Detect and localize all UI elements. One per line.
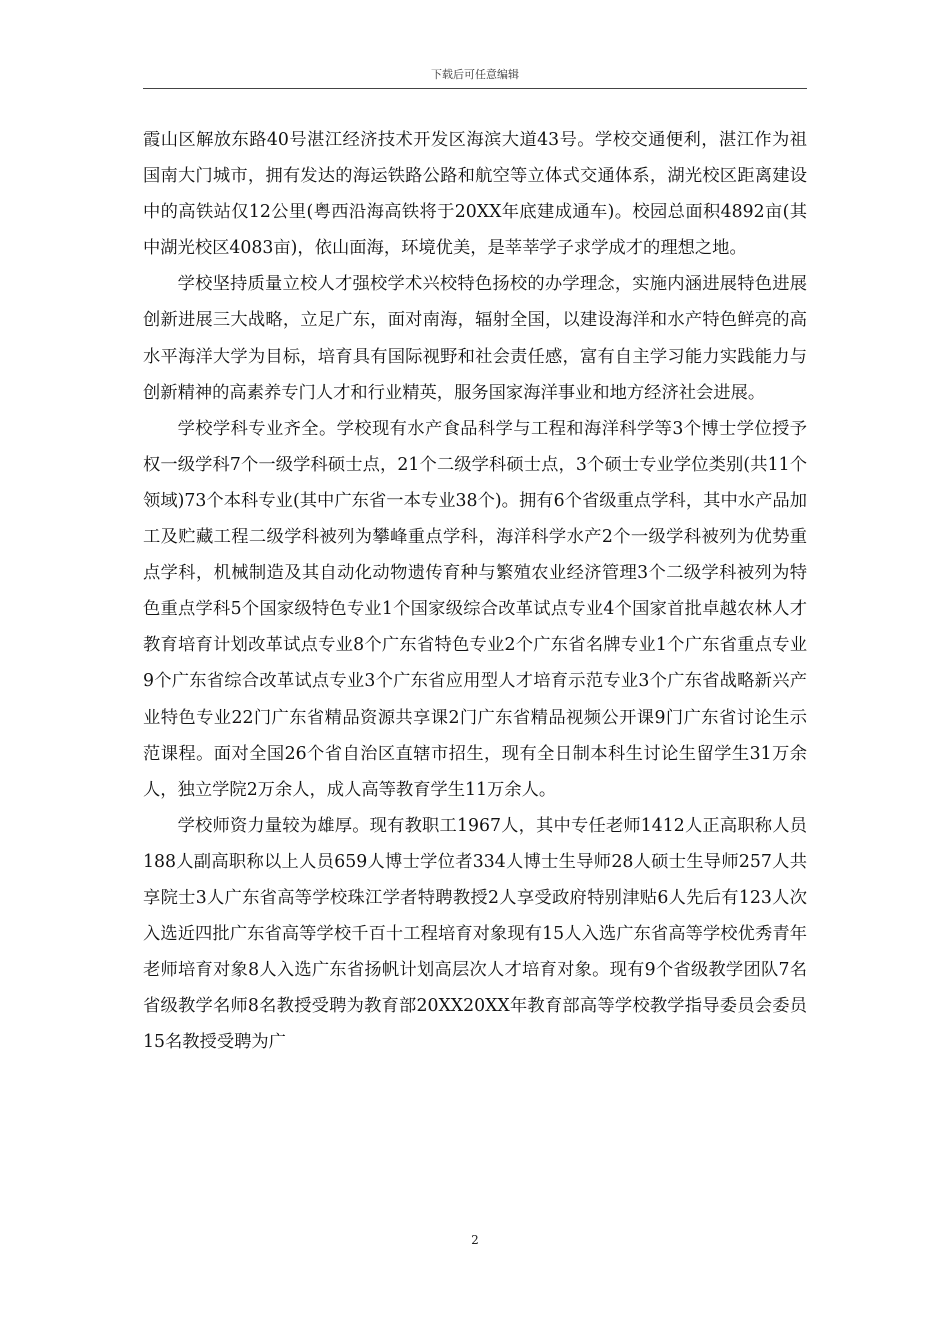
- document-body: [143, 122, 807, 1060]
- header-divider: [143, 88, 807, 89]
- page-number: 2: [471, 1233, 479, 1247]
- paragraph-disciplines: 学校学科专业齐全。学校现有水产食品科学与工程和海洋科学等3个博士学位授予权一级学科7个一级学科硕士点，21个二级学科硕士点，3个硕士专业学位类别(共11个领域)73个本科专业(其中广东省一本专业38个)。拥有6个省级重点学科，其中水产品加工及贮藏工程二级学科被列为攀峰重点学科，海洋科学水产2个一级学科被列为优势重点学科，机械制造及其自动化动物遗传育种与繁殖农业经济管理3个二级学科被列为特色重点学科5个国家级特色专业1个国家级综合改革试点专业4个国家首批卓越农林人才教育培育计划改革试点专业8个广东省特色专业2个广东省名牌专业1个广东省重点专业9个广东省综合改革试点专业3个广东省应用型人才培育示范专业3个广东省战略新兴产业特色专业22门广东省精品资源共享课2门广东省精品视频公开课9门广东省讨论生示范课程。面对全国26个省自治区直辖市招生，现有全日制本科生讨论生留学生31万余人，独立学院2万余人，成人高等教育学生11万余人。: [143, 418, 807, 800]
- paragraph-philosophy: 学校坚持质量立校人才强校学术兴校特色扬校的办学理念，实施内涵进展特色进展创新进展三大战略，立足广东，面对南海，辐射全国，以建设海洋和水产特色鲜亮的高水平海洋大学为目标，培育具有国际视野和社会责任感，富有自主学习能力实践能力与创新精神的高素养专门人才和行业精英，服务国家海洋事业和地方经济社会进展。: [143, 274, 807, 403]
- paragraph-campus-location: 霞山区解放东路40号湛江经济技术开发区海滨大道43号。学校交通便利，湛江作为祖国南大门城市，拥有发达的海运铁路公路和航空等立体式交通体系，湖光校区距离建设中的高铁站仅12公里(粤西沿海高铁将于20XX年底建成通车)。校园总面积4892亩(其中湖光校区4083亩)，依山面海，环境优美，是莘莘学子求学成才的理想之地。: [143, 130, 807, 259]
- paragraph-faculty: 学校师资力量较为雄厚。现有教职工1967人，其中专任老师1412人正高职称人员188人副高职称以上人员659人博士学位者334人博士生导师28人硕士生导师257人共享院士3人广东省高等学校珠江学者特聘教授2人享受政府特别津贴6人先后有123人次入选近四批广东省高等学校千百十工程培育对象现有15人入选广东省高等学校优秀青年老师培育对象8人入选广东省扬帆计划高层次人才培育对象。现有9个省级教学团队7名省级教学名师8名教授受聘为教育部20XX20XX年教育部高等学校教学指导委员会委员15名教授受聘为广: [143, 815, 807, 1053]
- page-header: 下载后可任意编辑: [431, 68, 519, 81]
